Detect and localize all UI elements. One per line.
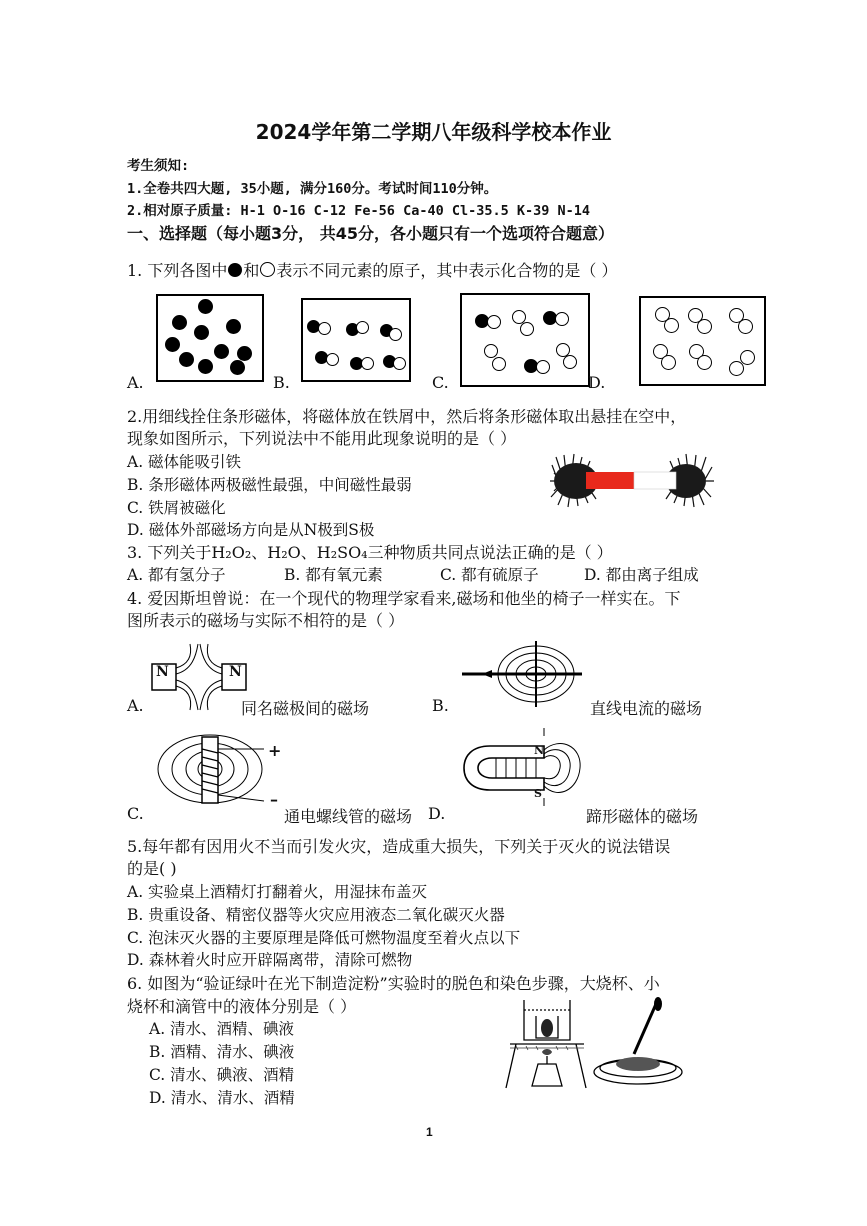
page-title: 2024学年第二学期八年级科学校本作业 [255, 120, 612, 144]
q2-option-d: D. 磁体外部磁场方向是从N极到S极 [127, 521, 375, 539]
q5-option-b: B. 贵重设备、精密仪器等火灾应用液态二氧化碳灭火器 [127, 906, 505, 924]
magnet-iron-filings-image [554, 455, 714, 507]
q3-option-b: B. 都有氧元素 [284, 566, 383, 584]
q4-label-d: D. [428, 804, 446, 823]
q2-stem-line-1: 2.用细线拴住条形磁体，将磁体放在铁屑中，然后将条形磁体取出悬挂在空中， [127, 407, 687, 426]
q3-option-a: A. 都有氢分子 [127, 566, 226, 584]
q2-option-c: C. 铁屑被磁化 [127, 499, 226, 517]
leaf-decolor-stain-apparatus-image [506, 996, 692, 1090]
q6-option-a: A. 清水、酒精、碘液 [149, 1020, 295, 1038]
q1-diagram-c [460, 293, 590, 387]
white-atom-icon [260, 262, 275, 277]
q1-label-c: C. [432, 373, 449, 392]
q3-stem: 3. 下列关于H₂O₂、H₂O、H₂SO₄三种物质共同点说法正确的是（ ） [127, 543, 613, 562]
q5-option-d: D. 森林着火时应开辟隔离带，清除可燃物 [127, 951, 413, 969]
q4-caption-d: 蹄形磁体的磁场 [586, 807, 699, 826]
section-heading: 一、选择题（每小题3分， 共45分，各小题只有一个选项符合题意） [127, 224, 614, 243]
q1-diagram-a [156, 294, 264, 382]
q4a-pole-right: N [229, 664, 242, 680]
notice-line-2: 2.相对原子质量: H-1 O-16 C-12 Fe-56 Ca-40 Cl-35.5 K-39 N-14 [127, 203, 591, 219]
q6-stem-line-1: 6. 如图为“验证绿叶在光下制造淀粉”实验时的脱色和染色步骤，大烧杯、小 [127, 974, 660, 993]
q1-label-b: B. [273, 373, 290, 392]
horseshoe-magnet-field-diagram [460, 728, 586, 806]
q4-stem-line-2: 图所表示的磁场与实际不相符的是（ ） [127, 611, 405, 630]
q4-caption-b: 直线电流的磁场 [590, 699, 703, 718]
q4-label-a: A. [127, 696, 144, 715]
notice-line-1: 1.全卷共四大题, 35小题, 满分160分。考试时间110分钟。 [127, 181, 498, 197]
solenoid-plus-terminal: + [268, 741, 282, 760]
solenoid-minus-terminal: – [270, 790, 278, 809]
q4-label-b: B. [432, 696, 449, 715]
q6-option-c: C. 清水、碘液、酒精 [149, 1066, 295, 1084]
q5-option-c: C. 泡沫灭火器的主要原理是降低可燃物温度至着火点以下 [127, 929, 521, 947]
horseshoe-pole-s: S [534, 787, 542, 800]
q1-stem-c: 表示不同元素的原子，其中表示化合物的是（ ） [276, 261, 618, 280]
q1-label-d: D. [588, 373, 606, 392]
q1-diagram-d [639, 296, 766, 386]
q1-diagram-b [301, 298, 411, 382]
q4-stem-line-1: 4. 爱因斯坦曾说：在一个现代的物理学家看来,磁场和他坐的椅子一样实在。下 [127, 589, 681, 608]
q6-stem-line-2: 烧杯和滴管中的液体分别是（ ） [127, 997, 357, 1016]
q1-stem [127, 258, 617, 281]
q2-stem-line-2: 现象如图所示，下列说法中不能用此现象说明的是（ ） [127, 429, 517, 448]
solenoid-field-diagram [152, 727, 280, 811]
q4-caption-a: 同名磁极间的磁场 [241, 699, 370, 718]
q6-option-b: B. 酒精、清水、碘液 [149, 1043, 295, 1061]
q6-option-d: D. 清水、清水、酒精 [149, 1089, 295, 1107]
q5-stem-line-1: 5.每年都有因用火不当而引发火灾，造成重大损失，下列关于灭火的说法错误 [127, 837, 671, 856]
q2-option-b: B. 条形磁体两极磁性最强，中间磁性最弱 [127, 476, 412, 494]
q1-stem-b: 和 [243, 261, 260, 280]
q1-label-a: A. [127, 373, 144, 392]
q1-stem-a: 1. 下列各图中 [127, 261, 228, 280]
q5-stem-line-2: 的是( ) [127, 859, 177, 878]
q3-option-d: D. 都由离子组成 [584, 566, 699, 584]
notice-heading: 考生须知: [127, 158, 190, 174]
q5-option-a: A. 实验桌上酒精灯打翻着火，用湿抹布盖灭 [127, 883, 428, 901]
black-atom-icon [228, 263, 242, 277]
horseshoe-pole-n: N [534, 744, 545, 757]
q3-option-c: C. 都有硫原子 [440, 566, 539, 584]
q4a-pole-left: N [156, 664, 169, 680]
q4-caption-c: 通电螺线管的磁场 [284, 807, 413, 826]
q4-label-c: C. [127, 804, 144, 823]
page-number: 1 [426, 1125, 433, 1139]
q2-option-a: A. 磁体能吸引铁 [127, 453, 242, 471]
straight-current-field-diagram [462, 641, 582, 707]
